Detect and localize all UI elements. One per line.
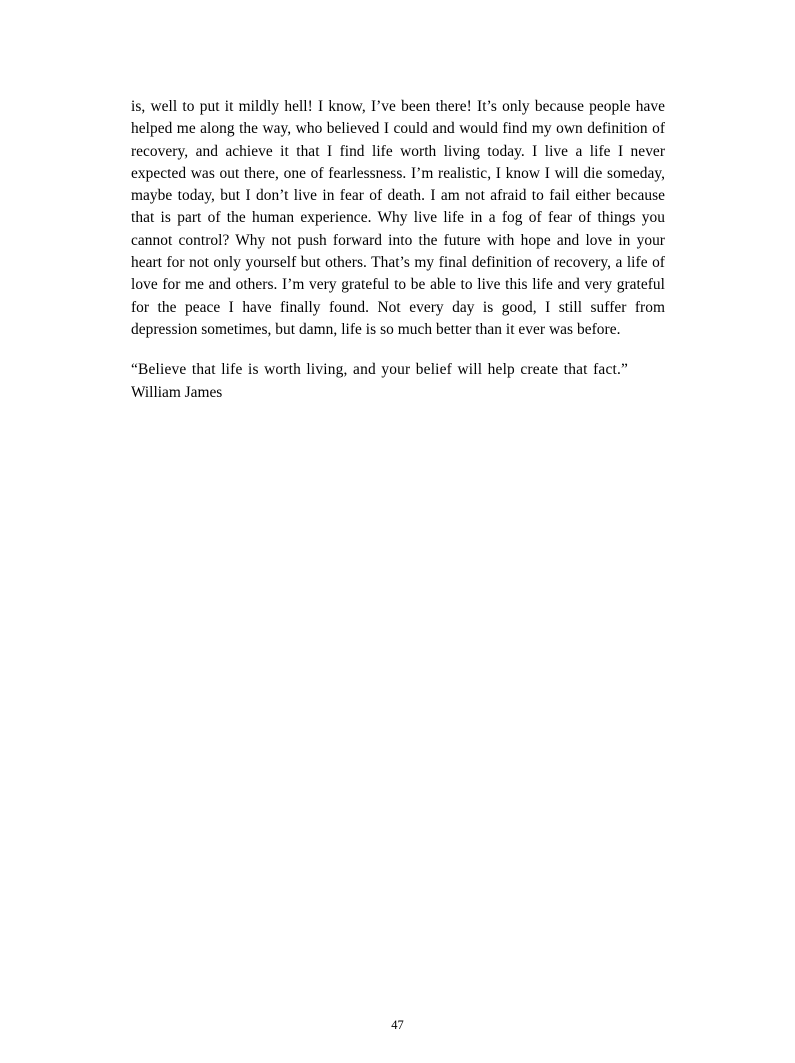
quote-text: “Believe that life is worth living, and your belief will help create that fact.” <box>131 361 629 379</box>
body-paragraph: is, well to put it mildly hell! I know, I’ve been there! It’s only because people have helped me along the way, who believed I could and would find my own definition of recovery, and achieve it that I find life worth living today. I live a life I never expected was out there, one of fearlessness. I’m realistic, I know I will die someday, maybe today, but I don’t live in fear of death. I am not afraid to fail either because that is part of the human experience. Why live life in a fog of fear of things you cannot control? Why not push forward into the future with hope and love in your heart for not only yourself but others. That’s my final definition of recovery, a life of love for me and others. I’m very grateful to be able to live this life and very grateful for the peace I have finally found. Not every day is good, I still suffer from depression sometimes, but damn, life is so much better than it ever was before. <box>131 98 665 338</box>
text-column <box>131 96 665 404</box>
quote-attribution: William James <box>131 383 223 401</box>
page-number: 47 <box>391 1018 404 1032</box>
quote-block <box>131 359 665 404</box>
